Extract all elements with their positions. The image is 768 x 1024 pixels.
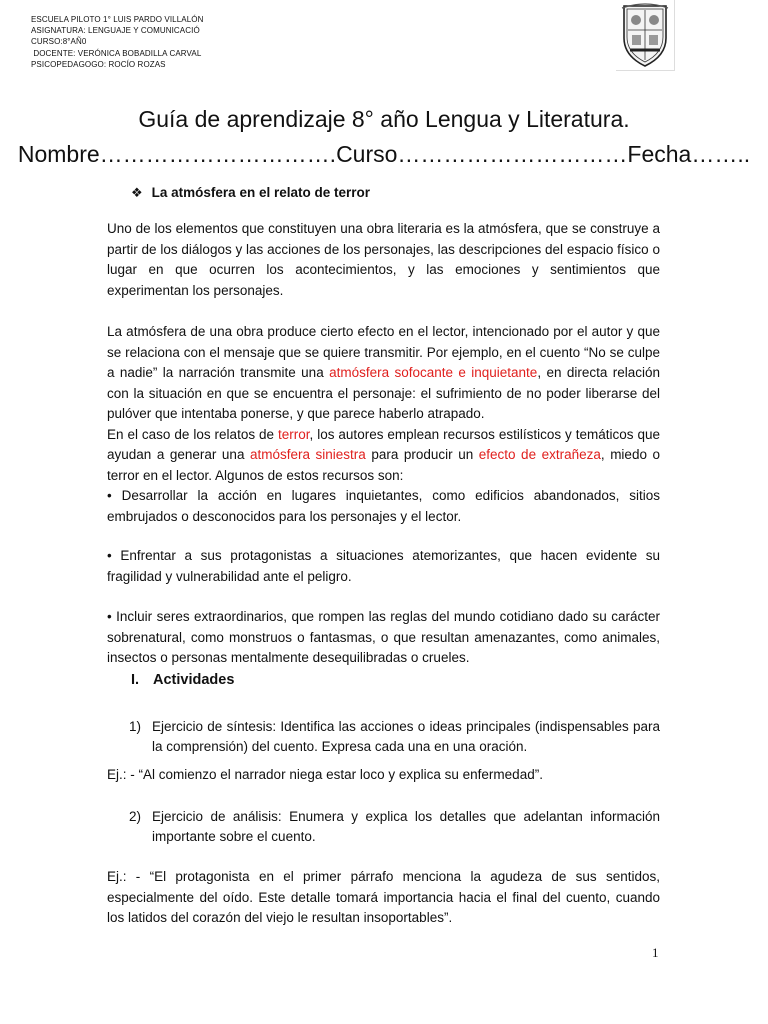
name-blank: ………………………….	[99, 141, 337, 167]
activity-item-2	[129, 807, 660, 847]
bullet-resource-2: • Enfrentar a sus protagonistas a situaciones atemorizantes, que hacen evidente su fragilidad y vulnerabilidad ante el peligro.	[107, 548, 660, 584]
highlight-sofocante: atmósfera sofocante e inquietante	[329, 365, 538, 380]
highlight-terror: terror	[278, 426, 310, 442]
paragraph-atmosphere-effect	[107, 322, 660, 425]
paragraph-terror-resources	[107, 425, 660, 487]
date-blank: ……..	[691, 141, 751, 167]
header-line-course: CURSO:8°AÑ0	[31, 37, 87, 47]
bullet-resource-1: • Desarrollar la acción en lugares inquietantes, como edificios abandonados, sitios embrujados o desconocidos para los personajes y el lector.	[107, 488, 660, 524]
example-2: Ej.: - “El protagonista en el primer párrafo menciona la agudeza de sus sentidos, especialmente del oído. Este detalle tomará importancia hacia el final del cuento, cuando los latidos del corazón del viejo le resultan insoportables”.	[107, 869, 660, 925]
activity-item-text: Ejercicio de síntesis: Identifica las acciones o ideas principales (indispensables para la comprensión) del cuento. Expresa cada una en una oración.	[152, 719, 660, 754]
activities-heading-text: Actividades	[153, 672, 235, 688]
header-line-teacher: DOCENTE: VERÓNICA BOBADILLA CARVAL	[31, 48, 202, 58]
page-title: Guía de aprendizaje 8° año Lengua y Literatura.	[138, 106, 630, 132]
paragraph-atmosphere-definition: Uno de los elementos que constituyen una obra literaria es la atmósfera, que se construye a partir de los diálogos y las acciones de los personajes, las descripciones del espacio físico o lugar en que ocurren los acontecimientos, y las emociones y sentimientos que experimentan los personajes.	[107, 221, 660, 298]
activity-item-text: Ejercicio de análisis: Enumera y explica los detalles que adelantan información importante sobre el cuento.	[152, 809, 660, 844]
activities-heading	[131, 670, 234, 690]
paragraph3-text-3: para producir un	[365, 447, 479, 462]
student-info-line	[0, 139, 768, 169]
name-label: Nombre	[17, 141, 100, 167]
atmosphere-effect-block	[107, 322, 660, 527]
activity-item-1	[129, 717, 660, 757]
course-label: Curso	[336, 141, 398, 167]
section-subheading	[131, 184, 370, 202]
subheading-text: La atmósfera en el relato de terror	[151, 185, 370, 200]
activities-roman-numeral: I.	[131, 672, 140, 688]
header-line-subject: ASIGNATURA: LENGUAJE Y COMUNICACIÓ	[31, 26, 200, 36]
school-crest-icon	[616, 0, 675, 71]
highlight-atmosfera-siniestra: atmósfera siniestra	[249, 447, 366, 462]
paragraph3-text-2: , los autores emplean recursos estilísticos y temáticos que ayudan a generar una	[107, 426, 661, 462]
example-1: Ej.: - “Al comienzo el narrador niega estar loco y explica su enfermedad”.	[107, 767, 543, 782]
bullet-resource-3-block	[107, 607, 660, 669]
paragraph3-text-4: , miedo o terror en el lector. Algunos de estos recursos son:	[107, 447, 660, 483]
header-line-psychopedagogue: PSICOPEDAGOGO: ROCÍO ROZAS	[31, 59, 166, 69]
activity-item-number: 2)	[129, 809, 142, 824]
school-header	[31, 14, 203, 70]
highlight-efecto-extraneza: efecto de extrañeza	[478, 447, 601, 462]
paragraph2-text-start: La atmósfera de una obra produce cierto efecto en el lector, intencionado por el autor y que se relaciona con el mensaje que se quiere transmitir. Por ejemplo, en el cuento “No se culpe a nadie” la narración transmite una	[107, 324, 660, 380]
bullet-resource-2-block	[107, 546, 660, 587]
intro-paragraph	[107, 219, 660, 301]
bullet-resource-3: • Incluir seres extraordinarios, que rompen las reglas del mundo cotidiano dado su carácter sobrenatural, como monstruos o fantasmas, o que resultan amenazantes, como animales, insectos o personas mentalmente desequilibradas o crueles.	[107, 609, 660, 665]
date-label: Fecha	[627, 141, 692, 167]
header-line-school: ESCUELA PILOTO 1° LUIS PARDO VILLALÓN	[31, 15, 204, 24]
course-blank: …………………………	[397, 141, 628, 167]
diamond-bullet-icon: ❖	[131, 185, 143, 200]
paragraph2-text-end: , en directa relación con la situación en que se encuentra el personaje: el sufrimiento de no poder liberarse del pulóver que intentaba ponerse, y que parece haberlo atrapado.	[107, 365, 660, 421]
paragraph3-text-1: En el caso de los relatos de	[107, 426, 278, 442]
activity-item-number: 1)	[129, 719, 142, 734]
page-number: 1	[652, 945, 659, 960]
